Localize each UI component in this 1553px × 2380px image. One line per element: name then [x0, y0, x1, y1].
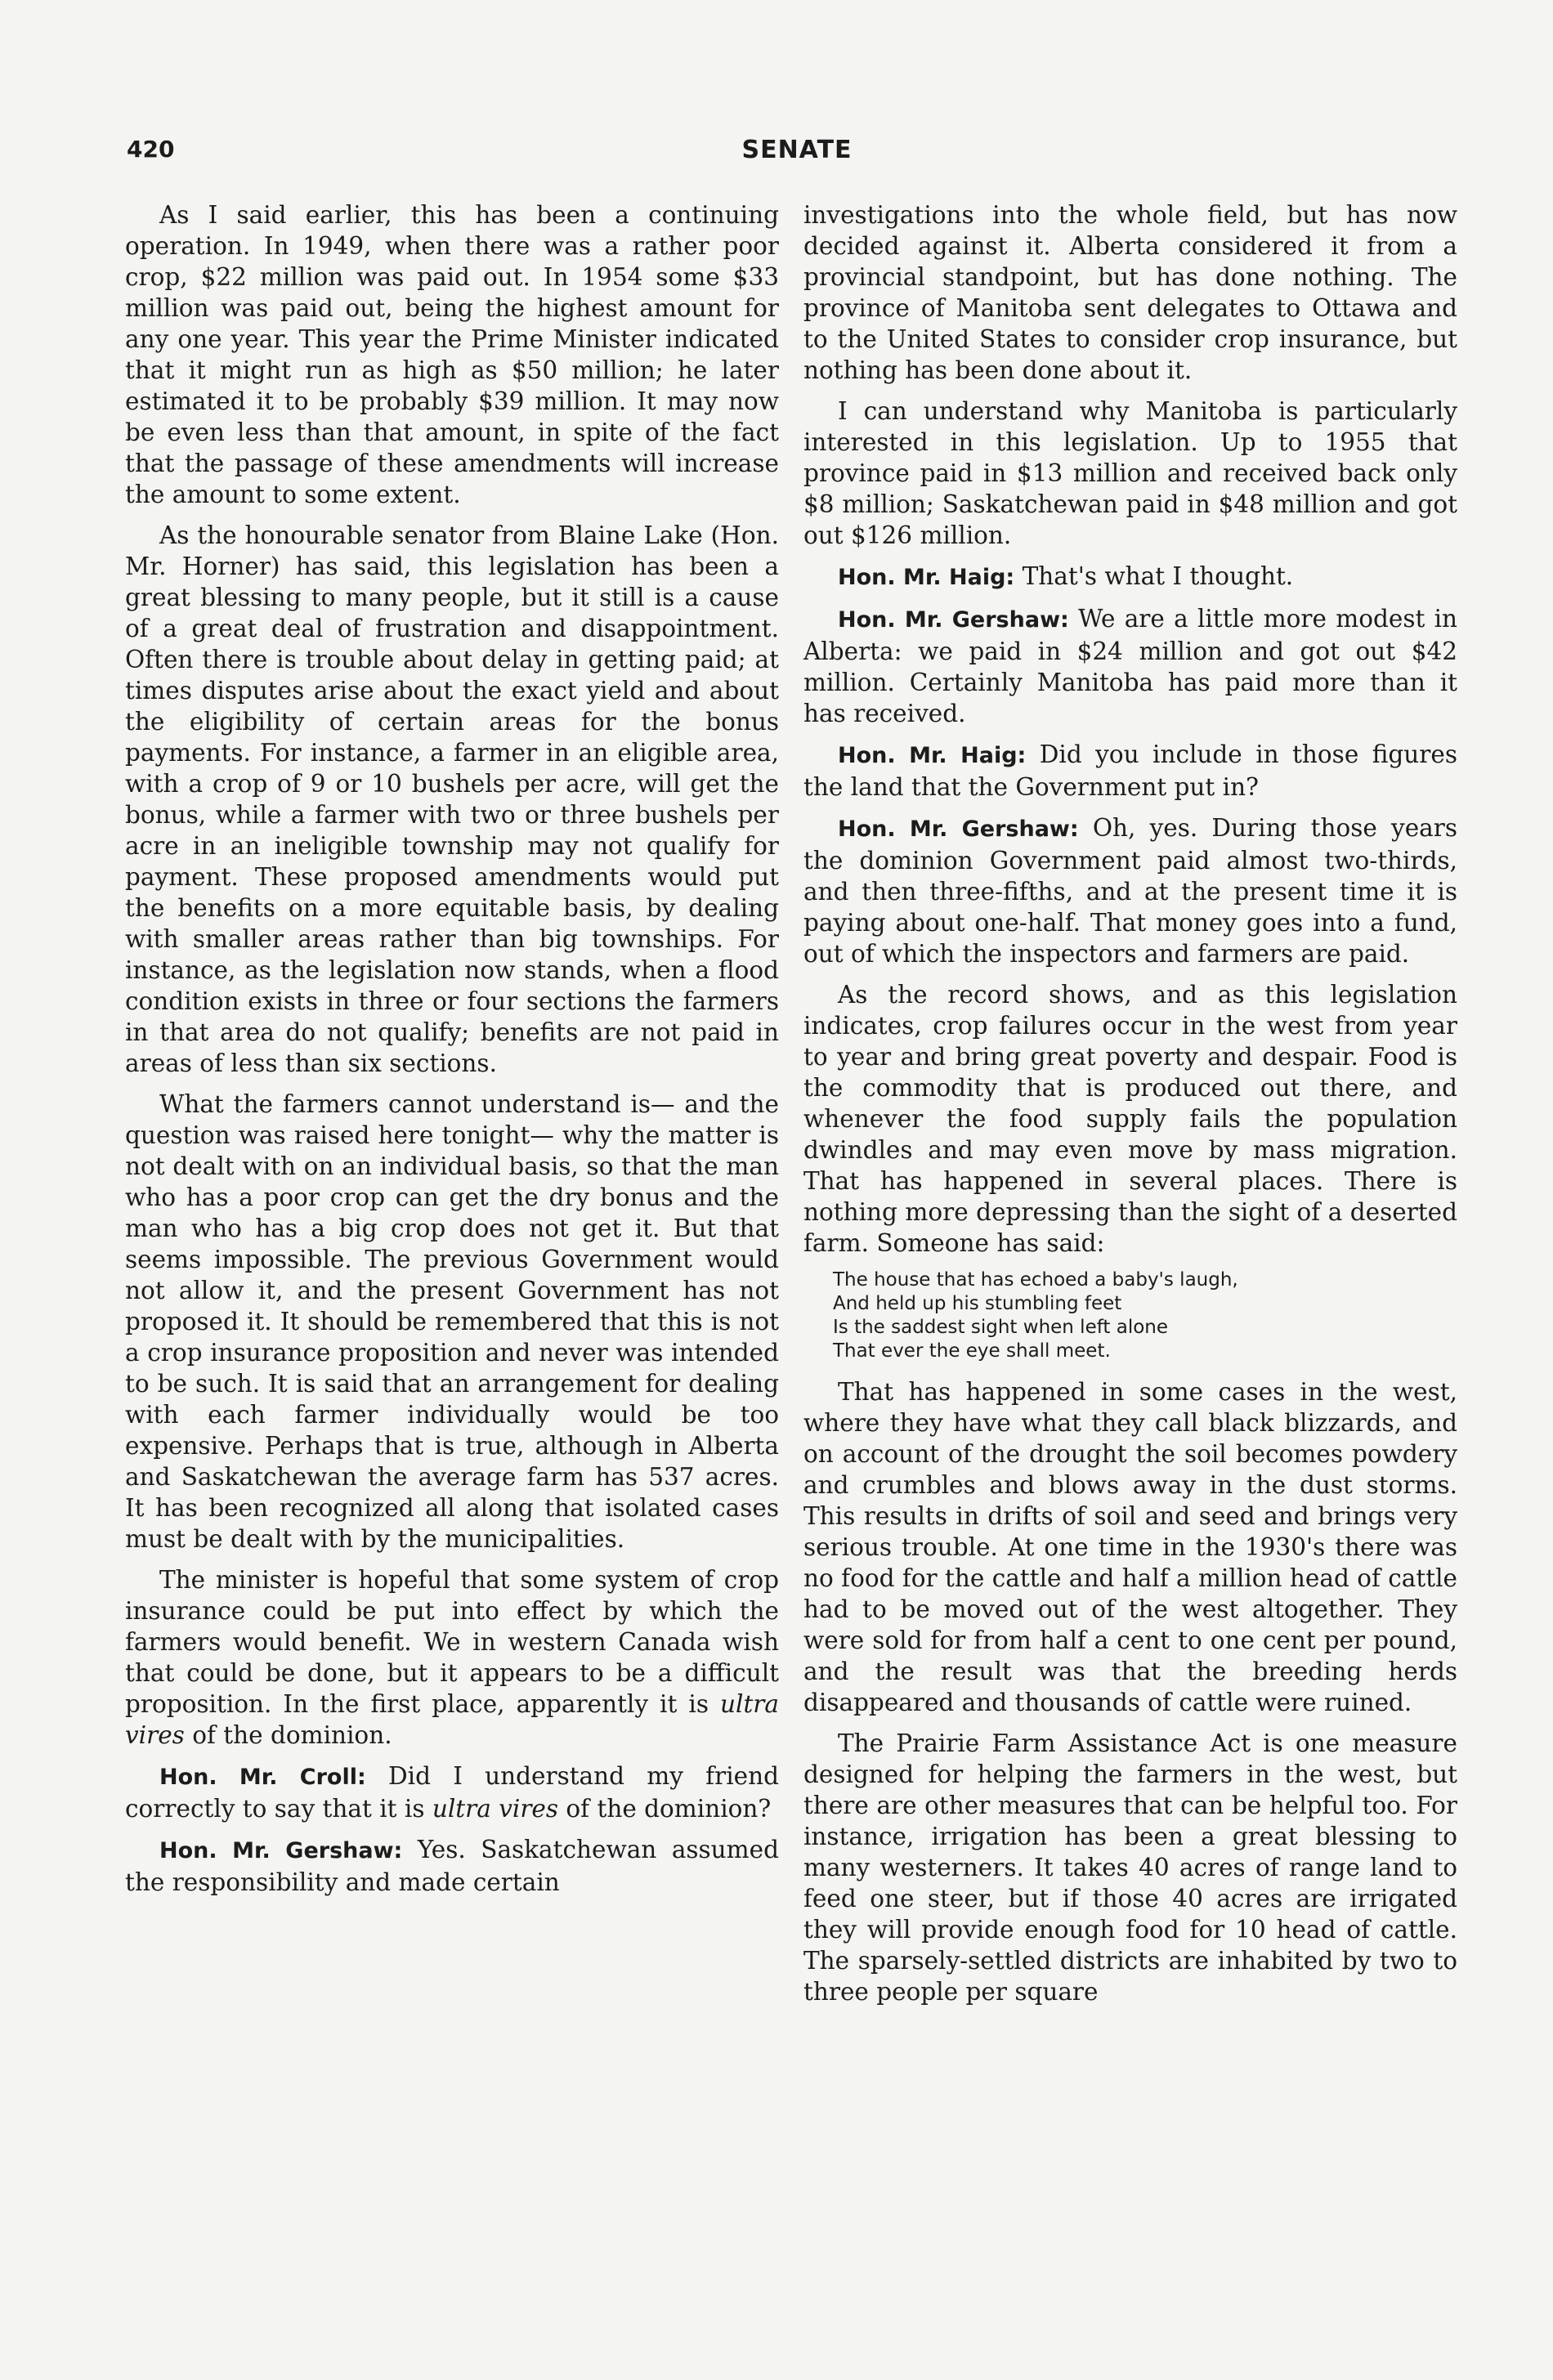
speaker-name: Hon. Mr. Gershaw:	[838, 816, 1079, 842]
speech-text: Did I understand my friend correctly to say that it is	[125, 1762, 779, 1823]
right-column	[803, 199, 1457, 2017]
speech	[803, 739, 1457, 803]
paragraph: As the honourable senator from Blaine Lake (Hon. Mr. Horner) has said, this legislation has been a great blessing to many people, but it still is a cause of a great deal of frustration and disappointment. Often there is trouble about delay in getting paid; at times disputes arise about the exact yield and about the eligibility of certain areas for the bonus payments. For instance, a farmer in an eligible area, with a crop of 9 or 10 bushels per acre, will get the bonus, while a farmer with two or three bushels per acre in an ineligible township may not qualify for payment. These proposed amendments would put the benefits on a more equitable basis, by dealing with smaller areas rather than big townships. For instance, as the legislation now stands, when a flood condition exists in three or four sections the farmers in that area do not qualify; benefits are not paid in areas of less than six sections.	[125, 521, 779, 1077]
speech-text: That's what I thought.	[1022, 562, 1294, 590]
italic-phrase: ultra vires	[432, 1795, 559, 1823]
speaker-name: Hon. Mr. Croll:	[159, 1765, 366, 1790]
paragraph: What the farmers cannot understand is— and the question was raised here tonight— why the matter is not dealt with on an individual basis, so that the man who has a poor crop can get the dry bonus and the man who has a big crop does not get it. But that seems impossible. The previous Government would not allow it, and the present Government has not proposed it. It should be remembered that this is not a crop insurance proposition and never was intended to be such. It is said that an arrangement for dealing with each farmer individually would be too expensive. Perhaps that is true, although in Alberta and Saskatchewan the average farm has 537 acres. It has been recognized all along that isolated cases must be dealt with by the municipalities.	[125, 1090, 779, 1553]
poem-line: And held up his stumbling feet	[833, 1293, 1122, 1314]
speaker-name: Hon. Mr. Gershaw:	[159, 1838, 403, 1863]
page-number: 420	[127, 136, 175, 163]
page-header	[127, 136, 1467, 168]
paragraph: The Prairie Farm Assistance Act is one measure designed for helping the farmers in the west, but there are other measures that can be helpful too. For instance, irrigation has been a great blessing to many westerners. It takes 40 acres of range land to feed one steer, but if those 40 acres are irrigated they will provide enough food for 10 head of cattle. The sparsely-settled districts are inhabited by two to three people per square	[803, 1729, 1457, 2006]
speaker-name: Hon. Mr. Haig:	[838, 743, 1027, 768]
paragraph: As the record shows, and as this legislation indicates, crop failures occur in the west from year to year and bring great poverty and despair. Food is the commodity that is produced out there, and whenever the food supply fails the population dwindles and may even move by mass migration. That has happened in several places. There is nothing more depressing than the sight of a deserted farm. Someone has said:	[803, 981, 1457, 1257]
poem-line: The house that has echoed a baby's laugh,	[833, 1269, 1238, 1291]
paragraph	[125, 1564, 779, 1751]
speech	[125, 1834, 779, 1898]
italic-phrase: ultra vires	[125, 1690, 779, 1749]
speech-text: of the dominion?	[566, 1795, 772, 1823]
speaker-name: Hon. Mr. Gershaw:	[838, 607, 1069, 633]
speech-text: Oh, yes. During those years the dominion Government paid almost two-thirds, and then three-fifths, and at the present time it is paying about one-half. That money goes into a fund, out of which the inspectors and farmers are paid.	[803, 814, 1457, 968]
poem-line: That ever the eye shall meet.	[833, 1340, 1111, 1362]
paragraph-text: of the dominion.	[192, 1721, 392, 1749]
paragraph: I can understand why Manitoba is particularly interested in this legislation. Up to 1955 that province paid in $13 million and received back only $8 million; Saskatchewan paid in $48 million and got out $126 million.	[803, 397, 1457, 549]
poem-quote	[833, 1268, 1457, 1363]
paragraph: That has happened in some cases in the west, where they have what they call black blizzards, and on account of the drought the soil becomes powdery and crumbles and blows away in the dust storms. This results in drifts of soil and seed and brings very serious trouble. At one time in the 1930's there was no food for the cattle and half a million head of cattle had to be moved out of the west altogether. They were sold for from half a cent to one cent per pound, and the result was that the breeding herds disappeared and thousands of cattle were ruined.	[803, 1378, 1457, 1716]
speech	[125, 1760, 779, 1824]
speaker-name: Hon. Mr. Haig:	[838, 565, 1015, 590]
speech	[803, 812, 1457, 969]
speech	[803, 561, 1457, 593]
speech-text: Did you include in those figures the land that the Government put in?	[803, 740, 1457, 801]
poem-line: Is the saddest sight when left alone	[833, 1317, 1169, 1338]
speech-text: Yes. Saskatchewan assumed the responsibility and made certain	[125, 1836, 779, 1896]
paragraph: As I said earlier, this has been a continuing operation. In 1949, when there was a rather poor crop, $22 million was paid out. In 1954 some $33 million was paid out, being the highest amount for any one year. This year the Prime Minister indicated that it might run as high as $50 million; he later estimated it to be probably $39 million. It may now be even less than that amount, in spite of the fact that the passage of these amendments will increase the amount to some extent.	[125, 201, 779, 508]
speech-text: We are a little more modest in Alberta: we paid in $24 million and got out $42 million. Certainly Manitoba has paid more than it has received.	[803, 605, 1458, 727]
running-title: SENATE	[741, 136, 853, 164]
paragraph: investigations into the whole field, but has now decided against it. Alberta considered it from a provincial standpoint, but has done nothing. The province of Manitoba sent delegates to Ottawa and to the United States to consider crop insurance, but nothing has been done about it.	[803, 201, 1457, 384]
speech	[803, 603, 1457, 729]
paragraph-text: The minister is hopeful that some system of crop insurance could be put into effect by which the farmers would benefit. We in western Canada wish that could be done, but it appears to be a difficult proposition. In the first place, apparently it is	[125, 1566, 779, 1718]
left-column	[125, 199, 779, 1908]
